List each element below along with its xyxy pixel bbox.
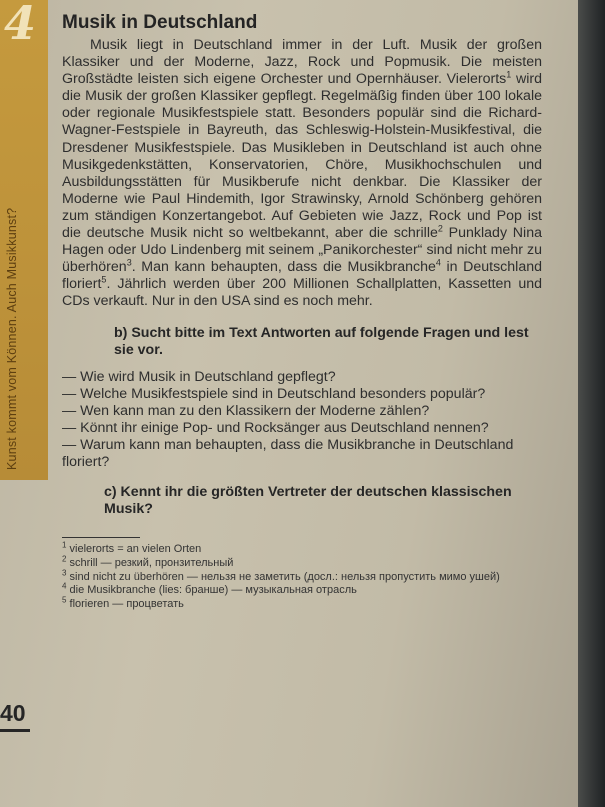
question-item: — Welche Musikfestspiele sind in Deutschland besonders populär? [62,385,486,402]
footnote-text: florieren — процветать [66,598,184,611]
footnote-marker: 5 [101,274,107,285]
footnote-text: die Musikbranche (lies: бранше) — музыкальная отрасль [66,584,357,597]
body-text-run: in Deutschland floriert [62,259,542,293]
task-c-heading: c) Kennt ihr die größten Vertreter der deutschen klassischen Musik? [104,484,512,518]
footnote-item [62,568,542,585]
footnote-number: 1 [62,540,67,550]
body-text-run: . Jährlich werden über 200 Millionen Schallplatten, Kassetten und CDs verkauft. Nur in den USA sind es noch mehr. [62,276,542,310]
footnote-item [62,581,542,598]
footnote-item [62,595,542,612]
footnote-marker: 2 [437,223,443,234]
running-title: Kunst kommt vom Können. Auch Musikkunst? [5,207,19,470]
footnote-marker: 3 [126,257,132,268]
main-content [62,12,542,612]
footnote-item [62,554,542,571]
page-edge [578,0,605,807]
footnote-text: schrill — резкий, пронзительный [66,556,234,569]
footnote-number: 3 [62,568,67,577]
question-item: — Warum kann man behaupten, dass die Musikbranche in Deutschland floriert? [62,436,514,470]
footnote-item [62,540,542,557]
body-text-run: wird die Musik der großen Klassiker gepflegt. Regelmäßig finden über 100 lokale oder regionale Musikfestspiele statt. Besonders populär sind die Richard-Wagner-Festspiele in Bayreuth, das Schleswig-Holstein-Musikfestival, die Dresdener Musikfestspiele. Das Musikleben in Deutschland ist auch ohne Musikgedenkstätten, Konservatorien, Chöre, Musikhochschulen und Ausbildungsstätten für Musikberufe nicht denkbar. Die Klassiker der Moderne wie Paul Hindemith, Igor Strawinsky, Arnold Schönberg gehören zum ständigen Konzertangebot. Auf Gebieten wie Jazz, Rock und Pop ist die deutsche Musik nicht so weltbekannt, aber die schrille [62,71,542,242]
task-b-heading: b) Sucht bitte im Text Antworten auf folgende Fragen und lest sie vor. [114,324,529,358]
footnote-text: vielerorts = an vielen Orten [66,543,202,556]
article-title: Musik in Deutschland [62,12,258,33]
body-text-run: . Man kann behaupten, dass die Musikbranche [131,259,436,276]
footnote-marker: 4 [435,257,441,268]
chapter-sidebar [0,0,48,480]
footnote-divider [62,537,140,538]
footnote-number: 4 [62,581,67,591]
footnote-list [62,540,542,612]
chapter-number: 4 [4,0,37,50]
body-text-run: Punklady Nina Hagen oder Udo Lindenberg mit seinem „Panikorchester“ sind nicht mehr zu überhören [62,225,542,276]
article-body [62,37,542,311]
footnote-marker: 1 [506,69,512,80]
question-item: — Wie wird Musik in Deutschland gepflegt? [62,368,336,385]
question-list [62,369,542,472]
body-text-run: Musik liegt in Deutschland immer in der Luft. Musik der großen Klassiker und der Moderne, Jazz, Rock und Popmusik. Die meisten Großstädte leisten sich eigene Orchester und Opernhäuser. Vielerorts [62,37,542,88]
question-item: — Wen kann man zu den Klassikern der Moderne zählen? [62,402,430,419]
footnote-number: 2 [62,554,67,564]
footnote-number: 5 [62,595,67,605]
footnote-text: sind nicht zu überhören — нельзя не заметить (досл.: нельзя пропустить мимо ушей) [66,570,500,583]
question-item: — Könnt ihr einige Pop- und Rocksänger aus Deutschland nennen? [62,419,489,436]
page-number: 40 [0,700,30,732]
